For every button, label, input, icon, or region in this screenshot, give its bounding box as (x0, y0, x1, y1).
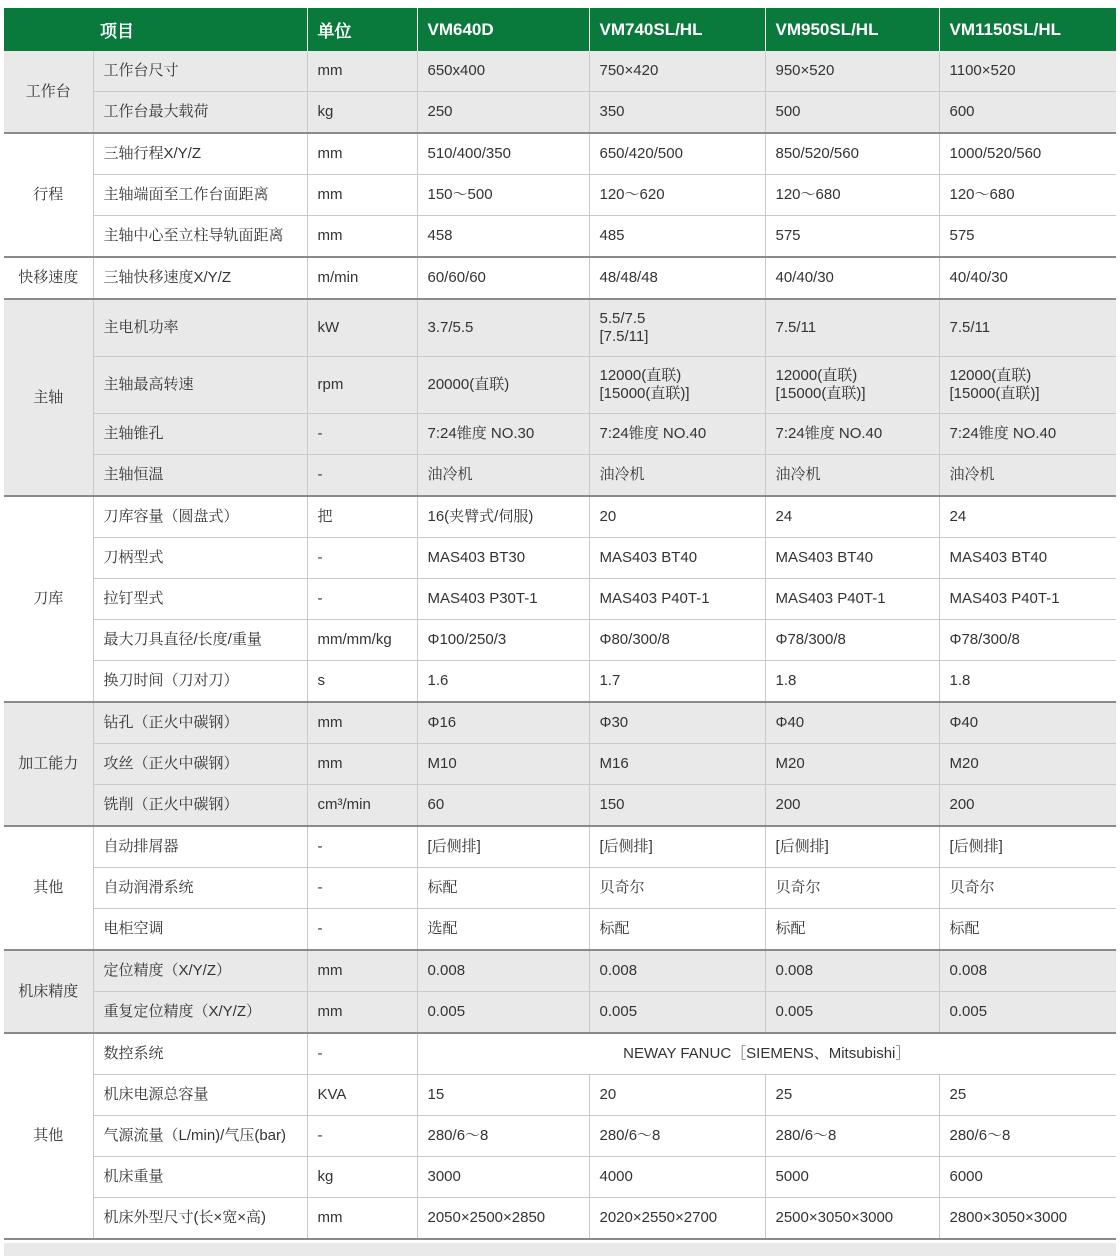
item-cell: 主轴端面至工作台面距离 (93, 175, 307, 216)
table-row (4, 909, 1116, 951)
footer-strip (4, 1243, 1116, 1256)
table-row (4, 992, 1116, 1034)
value-cell: 150 (589, 785, 765, 827)
value-cell: 60 (417, 785, 589, 827)
value-cell: 3.7/5.5 (417, 299, 589, 357)
category-cell: 其他 (4, 826, 93, 950)
value-cell: MAS403 BT40 (765, 538, 939, 579)
table-row (4, 868, 1116, 909)
value-cell: 2800×3050×3000 (939, 1198, 1116, 1240)
item-cell: 主轴锥孔 (93, 414, 307, 455)
value-cell: [后侧排] (417, 826, 589, 868)
value-cell: 25 (939, 1075, 1116, 1116)
header-model: VM1150SL/HL (939, 8, 1116, 51)
item-cell: 工作台最大载荷 (93, 92, 307, 134)
value-cell: Φ100/250/3 (417, 620, 589, 661)
table-row (4, 257, 1116, 299)
category-cell: 行程 (4, 133, 93, 257)
value-cell: 1.7 (589, 661, 765, 703)
item-cell: 攻丝（正火中碳钢） (93, 744, 307, 785)
unit-cell: - (307, 909, 417, 951)
unit-cell: rpm (307, 357, 417, 414)
value-cell: 0.005 (765, 992, 939, 1034)
spec-table (4, 8, 1116, 1240)
value-cell: 1.8 (939, 661, 1116, 703)
header-model: VM740SL/HL (589, 8, 765, 51)
table-row (4, 51, 1116, 92)
category-cell: 刀库 (4, 496, 93, 702)
value-cell: 标配 (417, 868, 589, 909)
item-cell: 数控系统 (93, 1033, 307, 1075)
value-cell: 250 (417, 92, 589, 134)
value-cell: 12000(直联) [15000(直联)] (589, 357, 765, 414)
unit-cell: mm (307, 992, 417, 1034)
value-cell: 贝奇尔 (765, 868, 939, 909)
item-cell: 机床电源总容量 (93, 1075, 307, 1116)
value-cell: 12000(直联) [15000(直联)] (939, 357, 1116, 414)
value-cell: 标配 (765, 909, 939, 951)
item-cell: 主轴最高转速 (93, 357, 307, 414)
value-cell: 485 (589, 216, 765, 258)
value-cell: 510/400/350 (417, 133, 589, 175)
value-cell: 7.5/11 (765, 299, 939, 357)
value-cell: 选配 (417, 909, 589, 951)
value-cell: 24 (765, 496, 939, 538)
value-cell: 60/60/60 (417, 257, 589, 299)
unit-cell: kg (307, 92, 417, 134)
item-cell: 拉钉型式 (93, 579, 307, 620)
value-cell: 7.5/11 (939, 299, 1116, 357)
value-cell: 1.8 (765, 661, 939, 703)
unit-cell: - (307, 1033, 417, 1075)
value-cell: 12000(直联) [15000(直联)] (765, 357, 939, 414)
table-row (4, 1198, 1116, 1240)
header-item: 项目 (4, 8, 307, 51)
value-cell: 16(夹臂式/伺服) (417, 496, 589, 538)
table-row (4, 216, 1116, 258)
unit-cell: - (307, 455, 417, 497)
value-cell: 40/40/30 (939, 257, 1116, 299)
value-cell: 575 (939, 216, 1116, 258)
value-cell: 500 (765, 92, 939, 134)
table-row (4, 1075, 1116, 1116)
value-cell: 48/48/48 (589, 257, 765, 299)
value-cell: 油冷机 (589, 455, 765, 497)
table-row (4, 1116, 1116, 1157)
value-cell: 3000 (417, 1157, 589, 1198)
value-cell: [后侧排] (589, 826, 765, 868)
unit-cell: cm³/min (307, 785, 417, 827)
value-cell: 5000 (765, 1157, 939, 1198)
value-cell: 标配 (589, 909, 765, 951)
spec-body (4, 51, 1116, 1239)
unit-cell: kg (307, 1157, 417, 1198)
value-cell: MAS403 BT40 (589, 538, 765, 579)
table-row (4, 175, 1116, 216)
value-cell: MAS403 P40T-1 (589, 579, 765, 620)
item-cell: 定位精度（X/Y/Z） (93, 950, 307, 992)
value-cell: 1.6 (417, 661, 589, 703)
header-model: VM640D (417, 8, 589, 51)
value-cell: 650x400 (417, 51, 589, 92)
value-cell: Φ78/300/8 (765, 620, 939, 661)
value-cell: 0.008 (939, 950, 1116, 992)
item-cell: 三轴行程X/Y/Z (93, 133, 307, 175)
category-cell: 加工能力 (4, 702, 93, 826)
item-cell: 主轴中心至立柱导轨面距离 (93, 216, 307, 258)
unit-cell: - (307, 579, 417, 620)
table-row (4, 826, 1116, 868)
value-cell: MAS403 BT30 (417, 538, 589, 579)
item-cell: 钻孔（正火中碳钢） (93, 702, 307, 744)
table-row (4, 661, 1116, 703)
table-row (4, 496, 1116, 538)
value-cell: Φ16 (417, 702, 589, 744)
value-cell: Φ80/300/8 (589, 620, 765, 661)
table-row (4, 1157, 1116, 1198)
value-cell: 350 (589, 92, 765, 134)
value-cell: [后侧排] (765, 826, 939, 868)
value-cell: 150～500 (417, 175, 589, 216)
category-cell: 快移速度 (4, 257, 93, 299)
unit-cell: mm (307, 744, 417, 785)
value-cell: 0.005 (589, 992, 765, 1034)
unit-cell: kW (307, 299, 417, 357)
unit-cell: mm (307, 702, 417, 744)
value-cell: 油冷机 (417, 455, 589, 497)
value-cell: Φ78/300/8 (939, 620, 1116, 661)
header-model: VM950SL/HL (765, 8, 939, 51)
value-cell: Φ40 (765, 702, 939, 744)
table-row (4, 702, 1116, 744)
value-cell: 280/6～8 (765, 1116, 939, 1157)
item-cell: 刀库容量（圆盘式） (93, 496, 307, 538)
item-cell: 电柜空调 (93, 909, 307, 951)
value-cell: M16 (589, 744, 765, 785)
value-cell: 120～680 (765, 175, 939, 216)
value-cell: 7:24锥度 NO.30 (417, 414, 589, 455)
table-row (4, 579, 1116, 620)
unit-cell: - (307, 538, 417, 579)
value-cell: [后侧排] (939, 826, 1116, 868)
unit-cell: - (307, 826, 417, 868)
unit-cell: mm (307, 133, 417, 175)
table-row (4, 785, 1116, 827)
value-cell: 2020×2550×2700 (589, 1198, 765, 1240)
value-cell: 280/6～8 (939, 1116, 1116, 1157)
item-cell: 机床重量 (93, 1157, 307, 1198)
item-cell: 自动排屑器 (93, 826, 307, 868)
unit-cell: - (307, 868, 417, 909)
category-cell: 主轴 (4, 299, 93, 496)
category-cell: 工作台 (4, 51, 93, 133)
category-cell: 机床精度 (4, 950, 93, 1033)
table-row (4, 950, 1116, 992)
table-row (4, 744, 1116, 785)
value-cell: 40/40/30 (765, 257, 939, 299)
unit-cell: s (307, 661, 417, 703)
unit-cell: mm/mm/kg (307, 620, 417, 661)
category-cell: 其他 (4, 1033, 93, 1239)
value-cell: 120～680 (939, 175, 1116, 216)
value-cell: 20 (589, 1075, 765, 1116)
value-cell: 458 (417, 216, 589, 258)
value-cell: 25 (765, 1075, 939, 1116)
value-cell: M20 (765, 744, 939, 785)
unit-cell: - (307, 1116, 417, 1157)
header-unit: 单位 (307, 8, 417, 51)
item-cell: 气源流量（L/min)/气压(bar) (93, 1116, 307, 1157)
value-cell: 575 (765, 216, 939, 258)
value-cell: 0.008 (417, 950, 589, 992)
item-cell: 主电机功率 (93, 299, 307, 357)
table-row (4, 455, 1116, 497)
value-cell: 600 (939, 92, 1116, 134)
value-cell: 20 (589, 496, 765, 538)
value-cell: 2050×2500×2850 (417, 1198, 589, 1240)
unit-cell: mm (307, 950, 417, 992)
item-cell: 三轴快移速度X/Y/Z (93, 257, 307, 299)
item-cell: 机床外型尺寸(长×宽×高) (93, 1198, 307, 1240)
item-cell: 刀柄型式 (93, 538, 307, 579)
value-cell: 2500×3050×3000 (765, 1198, 939, 1240)
unit-cell: mm (307, 1198, 417, 1240)
value-cell: 280/6～8 (417, 1116, 589, 1157)
value-cell: 280/6～8 (589, 1116, 765, 1157)
value-cell: M10 (417, 744, 589, 785)
value-cell: MAS403 BT40 (939, 538, 1116, 579)
value-cell: 7:24锥度 NO.40 (589, 414, 765, 455)
value-cell: MAS403 P40T-1 (765, 579, 939, 620)
value-cell: 5.5/7.5 [7.5/11] (589, 299, 765, 357)
unit-cell: KVA (307, 1075, 417, 1116)
unit-cell: 把 (307, 496, 417, 538)
item-cell: 工作台尺寸 (93, 51, 307, 92)
table-row (4, 1033, 1116, 1075)
value-cell: 6000 (939, 1157, 1116, 1198)
unit-cell: mm (307, 175, 417, 216)
unit-cell: mm (307, 216, 417, 258)
table-row (4, 299, 1116, 357)
value-cell: 0.008 (589, 950, 765, 992)
header-row (4, 8, 1116, 51)
value-cell: 油冷机 (765, 455, 939, 497)
value-cell: 750×420 (589, 51, 765, 92)
item-cell: 铣削（正火中碳钢） (93, 785, 307, 827)
table-row (4, 620, 1116, 661)
item-cell: 换刀时间（刀对刀） (93, 661, 307, 703)
value-cell: 0.005 (939, 992, 1116, 1034)
table-row (4, 414, 1116, 455)
value-cell: Φ30 (589, 702, 765, 744)
value-cell: 0.005 (417, 992, 589, 1034)
item-cell: 最大刀具直径/长度/重量 (93, 620, 307, 661)
item-cell: 主轴恒温 (93, 455, 307, 497)
table-row (4, 92, 1116, 134)
value-cell: 200 (765, 785, 939, 827)
value-cell: 1100×520 (939, 51, 1116, 92)
value-cell: 24 (939, 496, 1116, 538)
value-cell: 贝奇尔 (589, 868, 765, 909)
value-cell: 650/420/500 (589, 133, 765, 175)
item-cell: 自动润滑系统 (93, 868, 307, 909)
value-cell: 15 (417, 1075, 589, 1116)
unit-cell: mm (307, 51, 417, 92)
unit-cell: - (307, 414, 417, 455)
value-cell: M20 (939, 744, 1116, 785)
value-cell-merged: NEWAY FANUC［SIEMENS、Mitsubishi］ (417, 1033, 1116, 1075)
value-cell: 标配 (939, 909, 1116, 951)
value-cell: 油冷机 (939, 455, 1116, 497)
value-cell: Φ40 (939, 702, 1116, 744)
value-cell: 7:24锥度 NO.40 (939, 414, 1116, 455)
value-cell: 20000(直联) (417, 357, 589, 414)
value-cell: 1000/520/560 (939, 133, 1116, 175)
unit-cell: m/min (307, 257, 417, 299)
value-cell: 950×520 (765, 51, 939, 92)
value-cell: 200 (939, 785, 1116, 827)
value-cell: 7:24锥度 NO.40 (765, 414, 939, 455)
value-cell: MAS403 P40T-1 (939, 579, 1116, 620)
value-cell: 贝奇尔 (939, 868, 1116, 909)
value-cell: 4000 (589, 1157, 765, 1198)
value-cell: 850/520/560 (765, 133, 939, 175)
item-cell: 重复定位精度（X/Y/Z） (93, 992, 307, 1034)
value-cell: MAS403 P30T-1 (417, 579, 589, 620)
value-cell: 120～620 (589, 175, 765, 216)
table-row (4, 133, 1116, 175)
value-cell: 0.008 (765, 950, 939, 992)
table-row (4, 538, 1116, 579)
table-row (4, 357, 1116, 414)
